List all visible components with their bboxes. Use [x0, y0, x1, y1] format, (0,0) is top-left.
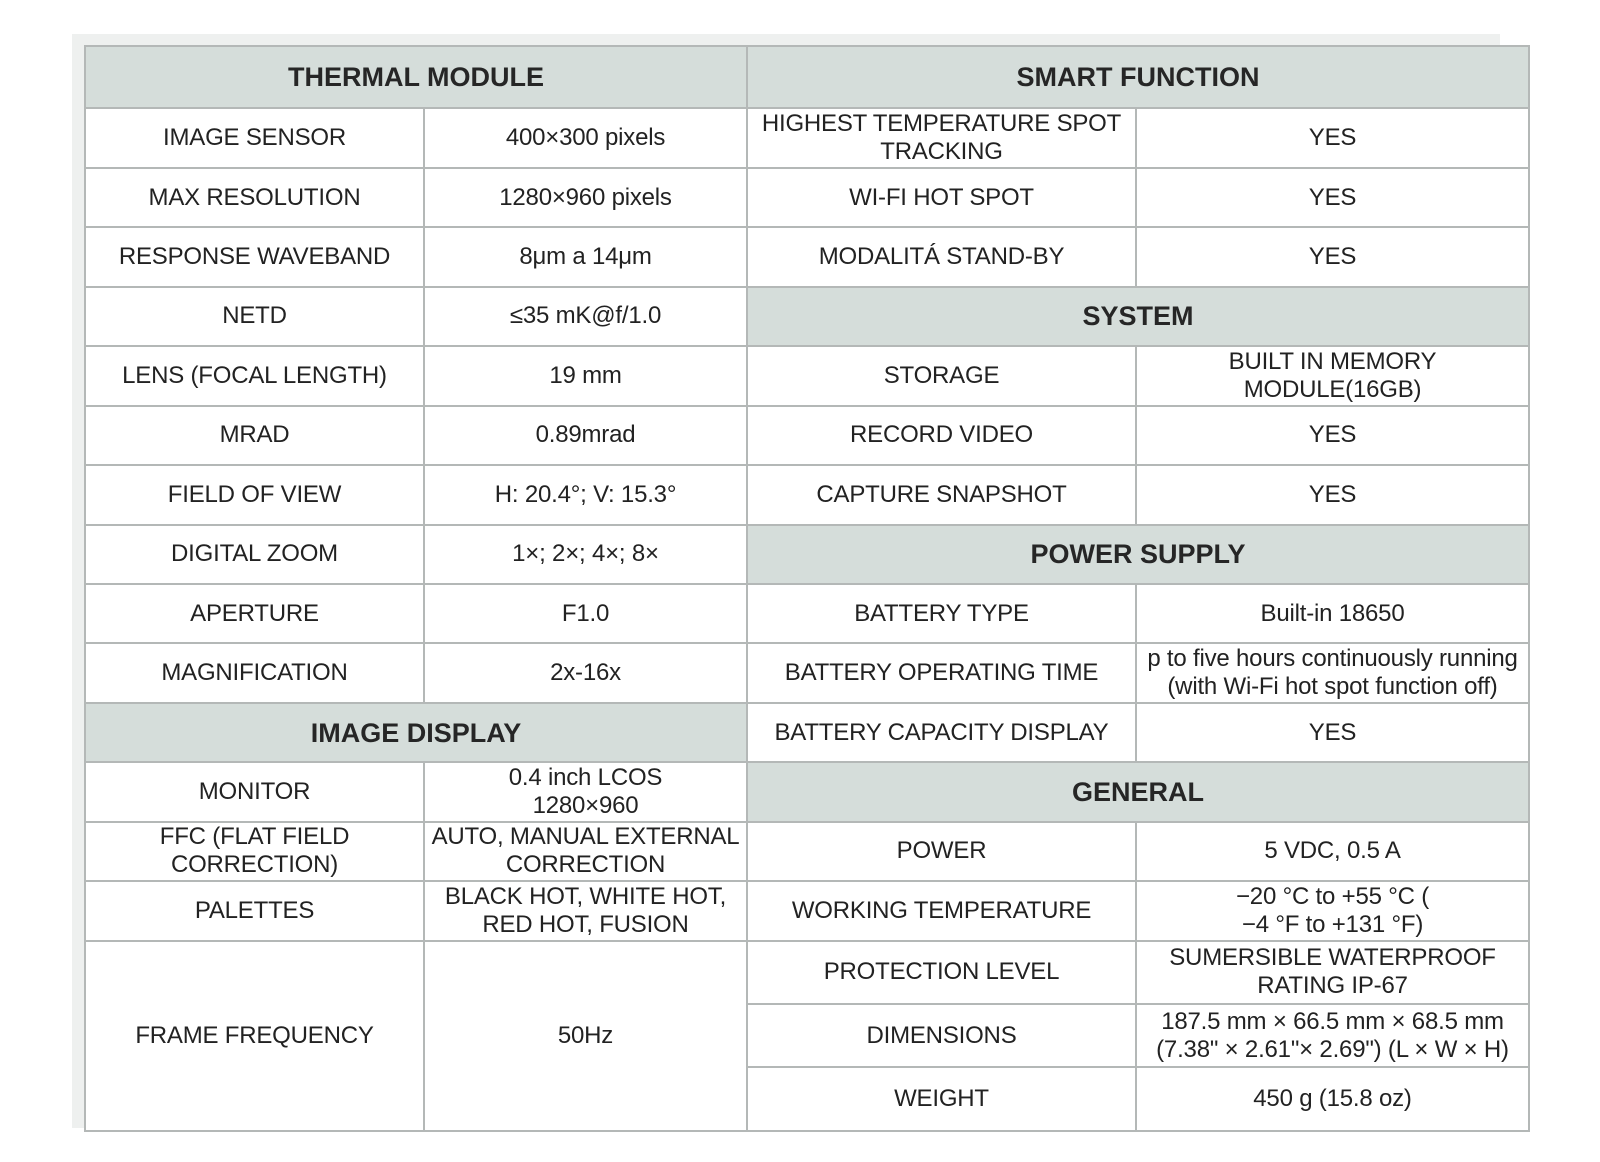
spec-label-protection-level: PROTECTION LEVEL [747, 941, 1136, 1004]
spec-label-storage: STORAGE [747, 346, 1136, 405]
section-header-smart-function: SMART FUNCTION [747, 46, 1529, 108]
label-line: FFC (FLAT FIELD [159, 823, 350, 851]
spec-label-wifi-hot-spot: WI-FI HOT SPOT [747, 168, 1136, 227]
section-header-image-display: IMAGE DISPLAY [85, 703, 747, 762]
spec-value-protection-level [1136, 941, 1529, 1004]
spec-label-monitor: MONITOR [85, 762, 424, 821]
spec-value-battery-operating-time [1136, 643, 1529, 702]
table-row [85, 822, 1529, 881]
spec-label-battery-type: BATTERY TYPE [747, 584, 1136, 643]
spec-label-mrad: MRAD [85, 406, 424, 465]
table-row [85, 168, 1529, 227]
spec-label-dimensions: DIMENSIONS [747, 1004, 1136, 1067]
label-line: CORRECTION) [170, 851, 339, 879]
value-line: RATING IP-67 [1257, 972, 1408, 1000]
spec-label-frame-frequency: FRAME FREQUENCY [85, 941, 424, 1131]
table-row [85, 584, 1529, 643]
spec-label-lens: LENS (FOCAL LENGTH) [85, 346, 424, 405]
spec-value-dimensions [1136, 1004, 1529, 1067]
spec-value-field-of-view: H: 20.4°; V: 15.3° [424, 465, 747, 524]
value-line: MODULE(16GB) [1243, 375, 1422, 403]
spec-label-capture-snapshot: CAPTURE SNAPSHOT [747, 465, 1136, 524]
value-line: (with Wi-Fi hot spot function off) [1167, 673, 1498, 701]
spec-value-max-resolution: 1280×960 pixels [424, 168, 747, 227]
spec-label-field-of-view: FIELD OF VIEW [85, 465, 424, 524]
table-row [85, 465, 1529, 524]
spec-label-max-resolution: MAX RESOLUTION [85, 168, 424, 227]
spec-value-mrad: 0.89mrad [424, 406, 747, 465]
spec-value-image-sensor: 400×300 pixels [424, 108, 747, 167]
spec-value-response-waveband: 8μm a 14μm [424, 227, 747, 286]
value-line: −4 °F to +131 °F) [1241, 910, 1424, 938]
spec-value-record-video: YES [1136, 406, 1529, 465]
value-line: CORRECTION [505, 851, 666, 879]
table-row [85, 346, 1529, 405]
spec-value-frame-frequency: 50Hz [424, 941, 747, 1131]
spec-label-palettes: PALETTES [85, 881, 424, 940]
table-row [85, 227, 1529, 286]
value-line: SUMERSIBLE WATERPROOF [1169, 944, 1496, 972]
value-line: AUTO, MANUAL EXTERNAL [431, 823, 740, 851]
spec-label-hot-spot-tracking [747, 108, 1136, 167]
spec-label-aperture: APERTURE [85, 584, 424, 643]
label-line: TRACKING [880, 138, 1003, 166]
spec-label-response-waveband: RESPONSE WAVEBAND [85, 227, 424, 286]
spec-value-storage [1136, 346, 1529, 405]
spec-label-netd: NETD [85, 287, 424, 346]
value-line: BUILT IN MEMORY [1228, 347, 1437, 375]
table-row [85, 762, 1529, 821]
spec-value-working-temperature [1136, 881, 1529, 940]
table-row [85, 941, 1529, 1004]
specifications-table [84, 45, 1530, 1132]
section-header-power-supply: POWER SUPPLY [747, 525, 1529, 584]
spec-label-image-sensor: IMAGE SENSOR [85, 108, 424, 167]
spec-value-netd: ≤35 mK@f/1.0 [424, 287, 747, 346]
spec-value-power: 5 VDC, 0.5 A [1136, 822, 1529, 881]
table-row [85, 406, 1529, 465]
spec-value-capture-snapshot: YES [1136, 465, 1529, 524]
spec-label-weight: WEIGHT [747, 1067, 1136, 1131]
spec-label-magnification: MAGNIFICATION [85, 643, 424, 702]
spec-value-lens: 19 mm [424, 346, 747, 405]
value-line: RED HOT, FUSION [482, 910, 689, 938]
spec-label-working-temperature: WORKING TEMPERATURE [747, 881, 1136, 940]
spec-label-digital-zoom: DIGITAL ZOOM [85, 525, 424, 584]
spec-value-battery-type: Built-in 18650 [1136, 584, 1529, 643]
spec-label-record-video: RECORD VIDEO [747, 406, 1136, 465]
spec-label-battery-capacity-display: BATTERY CAPACITY DISPLAY [747, 703, 1136, 762]
value-line: 0.4 inch LCOS [508, 763, 663, 791]
section-header-system: SYSTEM [747, 287, 1529, 346]
spec-value-magnification: 2x-16x [424, 643, 747, 702]
spec-sheet [84, 45, 1528, 1132]
spec-label-power: POWER [747, 822, 1136, 881]
spec-value-ffc [424, 822, 747, 881]
value-line: BLACK HOT, WHITE HOT, [444, 882, 727, 910]
value-line: (7.38" × 2.61"× 2.69") (L × W × H) [1156, 1035, 1509, 1063]
spec-value-monitor [424, 762, 747, 821]
spec-label-ffc [85, 822, 424, 881]
table-row [85, 703, 1529, 762]
spec-value-standby: YES [1136, 227, 1529, 286]
value-line: p to five hours continuously running [1147, 645, 1518, 673]
section-header-thermal-module: THERMAL MODULE [85, 46, 747, 108]
label-line: HIGHEST TEMPERATURE SPOT [761, 110, 1122, 138]
spec-value-wifi-hot-spot: YES [1136, 168, 1529, 227]
spec-value-hot-spot-tracking: YES [1136, 108, 1529, 167]
spec-value-weight: 450 g (15.8 oz) [1136, 1067, 1529, 1131]
table-row [85, 881, 1529, 940]
spec-label-standby: MODALITÁ STAND-BY [747, 227, 1136, 286]
spec-value-battery-capacity-display: YES [1136, 703, 1529, 762]
spec-label-battery-operating-time: BATTERY OPERATING TIME [747, 643, 1136, 702]
table-row [85, 108, 1529, 167]
value-line: 187.5 mm × 66.5 mm × 68.5 mm [1161, 1007, 1504, 1035]
section-header-general: GENERAL [747, 762, 1529, 821]
value-line: −20 °C to +55 °C ( [1235, 882, 1430, 910]
value-line: 1280×960 [532, 791, 639, 819]
table-row [85, 525, 1529, 584]
spec-value-digital-zoom: 1×; 2×; 4×; 8× [424, 525, 747, 584]
spec-value-palettes [424, 881, 747, 940]
spec-value-aperture: F1.0 [424, 584, 747, 643]
table-row [85, 643, 1529, 702]
table-row [85, 287, 1529, 346]
table-row [85, 46, 1529, 108]
